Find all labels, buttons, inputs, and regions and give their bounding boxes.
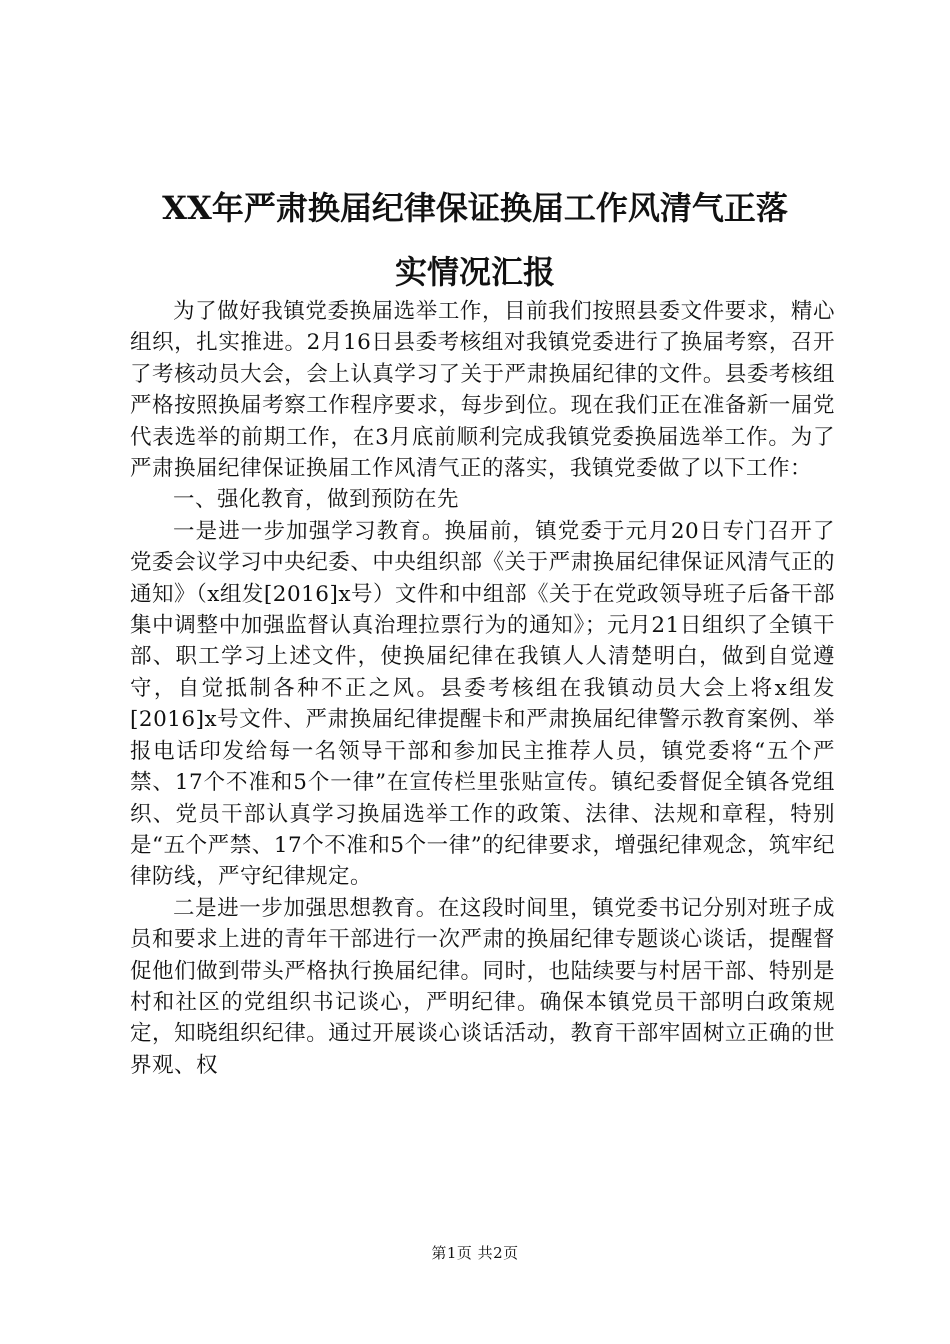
page-footer: 第1页 共2页 (431, 1244, 519, 1262)
document-title-line-2: 实情况汇报 (394, 253, 555, 291)
document-title-line-1: XX年严肃换届纪律保证换届工作风清气正落 (162, 189, 788, 227)
paragraph-intro: 为了做好我镇党委换届选举工作，目前我们按照县委文件要求，精心组织，扎实推进。2月16日县委考核组对我镇党委进行了换届考察，召开了考核动员大会，会上认真学习了关于严肃换届纪律的文件。县委考核组严格按照换届考察工作程序要求，每步到位。现在我们正在准备新一届党代表选举的前期工作，在3月底前顺利完成我镇党委换届选举工作。为了严肃换届纪律保证换届工作风清气正的落实，我镇党委做了以下工作： (130, 299, 835, 482)
document-body (130, 296, 835, 1081)
section-heading-1: 一、强化教育，做到预防在先 (173, 487, 460, 513)
paragraph-ideological-education: 二是进一步加强思想教育。在这段时间里，镇党委书记分别对班子成员和要求上进的青年干部进行一次严肃的换届纪律专题谈心谈话，提醒督促他们做到带头严格执行换届纪律。同时，也陆续要与村居干部、特别是村和社区的党组织书记谈心，严明纪律。确保本镇党员干部明白政策规定，知晓组织纪律。通过开展谈心谈话活动，教育干部牢固树立正确的世界观、权 (130, 895, 835, 1078)
paragraph-study-education: 一是进一步加强学习教育。换届前，镇党委于元月20日专门召开了党委会议学习中央纪委、中央组织部《关于严肃换届纪律保证风清气正的通知》（x组发[2016]x号）文件和中组部《关于在党政领导班子后备干部集中调整中加强监督认真治理拉票行为的通知》；元月21日组织了全镇干部、职工学习上述文件，使换届纪律在我镇人人清楚明白，做到自觉遵守，自觉抵制各种不正之风。县委考核组在我镇动员大会上将x组发[2016]x号文件、严肃换届纪律提醒卡和严肃换届纪律警示教育案例、举报电话印发给每一名领导干部和参加民主推荐人员，镇党委将“五个严禁、17个不准和5个一律”在宣传栏里张贴宣传。镇纪委督促全镇各党组织、党员干部认真学习换届选举工作的政策、法律、法规和章程，特别是“五个严禁、17个不准和5个一律”的纪律要求，增强纪律观念，筑牢纪律防线，严守纪律规定。 (130, 518, 835, 890)
